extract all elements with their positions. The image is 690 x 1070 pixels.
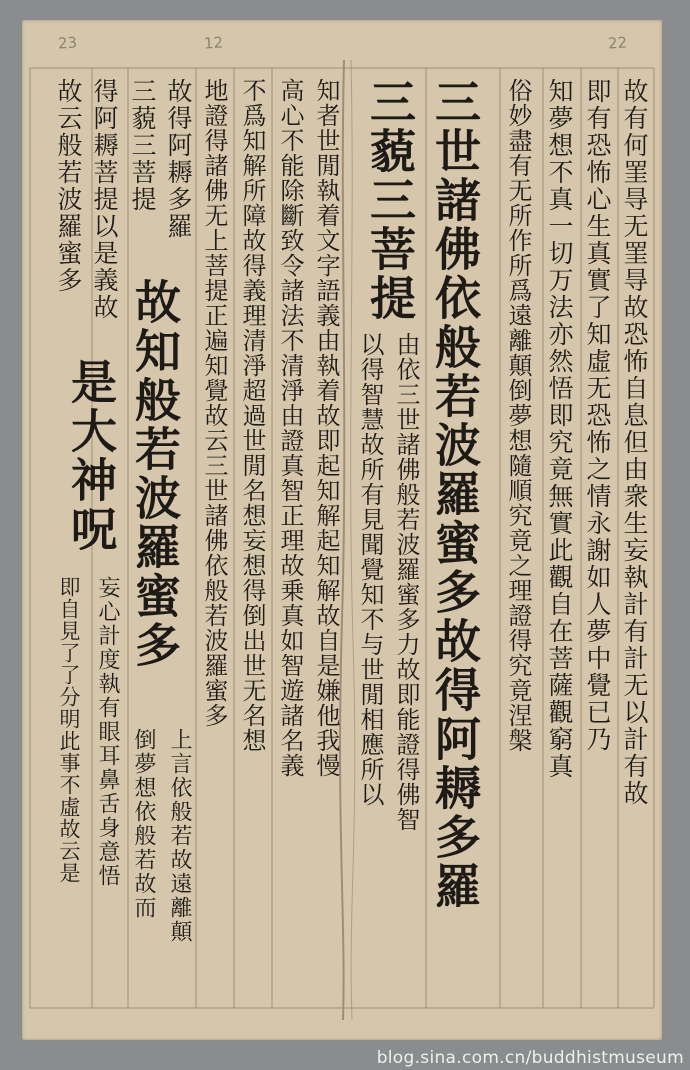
commentary-column: 不爲知解所障故得義理清淨超過世閒名想妄想得倒出世无名想 bbox=[238, 78, 266, 753]
commentary-column: 知者世閒執着文字語義由執着故即起知解起知解故自是嫌他我慢 bbox=[312, 78, 340, 778]
commentary-column: 以得智慧故所有見聞覺知不与世閒相應所以 bbox=[356, 332, 384, 807]
commentary-column: 地證得諸佛无上菩提正遍知覺故云三世諸佛依般若波羅蜜多 bbox=[200, 78, 228, 728]
commentary-column: 故云般若波羅蜜多 bbox=[54, 78, 83, 294]
commentary-column: 得阿耨菩提以是義故 bbox=[90, 78, 119, 321]
commentary-column: 故有何罣㝵无罣㝵故恐怖自息但由衆生妄執計有計无以計有故 bbox=[620, 78, 649, 807]
commentary-column: 即有恐怖心生真實了知虛无恐怖之情永謝如人夢中覺已乃 bbox=[583, 78, 612, 753]
commentary-column: 故得阿耨多羅 bbox=[164, 78, 193, 240]
commentary-column: 即自見了了分明此事不虛故云是 bbox=[57, 576, 81, 884]
commentary-column: 倒夢想依般若故而 bbox=[131, 728, 156, 920]
sutra-text-column: 三藐三菩提 bbox=[363, 78, 417, 323]
commentary-column: 俗妙盡有无所作所爲遠離顛倒夢想隨順究竟之理證得究竟涅槃 bbox=[504, 78, 532, 753]
commentary-column: 由依三世諸佛般若波羅蜜多力故即能證得佛智 bbox=[392, 332, 420, 832]
manuscript-page bbox=[22, 20, 662, 1040]
commentary-column: 上言依般若故遠離顛 bbox=[167, 728, 192, 944]
page-number-right: 22 bbox=[607, 33, 628, 53]
page-number-left: 23 bbox=[57, 33, 78, 53]
sutra-text-column: 是大神呪 bbox=[64, 358, 118, 554]
commentary-column: 妄心計度執有眼耳鼻舌身意悟 bbox=[95, 576, 120, 888]
page-number-middle: 12 bbox=[203, 33, 224, 53]
commentary-column: 知夢想不真一切万法亦然悟即究竟無實此觀自在菩薩觀窮真 bbox=[545, 78, 574, 780]
watermark: blog.sina.com.cn/buddhistmuseum bbox=[376, 1048, 684, 1068]
sutra-text-column: 故知般若波羅蜜多 bbox=[128, 278, 182, 670]
commentary-column: 三藐三菩提 bbox=[128, 78, 157, 213]
sutra-text-column: 三世諸佛依般若波羅蜜多故得阿耨多羅 bbox=[428, 78, 482, 911]
commentary-column: 高心不能除斷致令諸法不清淨由證真智正理故乗真如智遊諸名義 bbox=[276, 78, 304, 778]
